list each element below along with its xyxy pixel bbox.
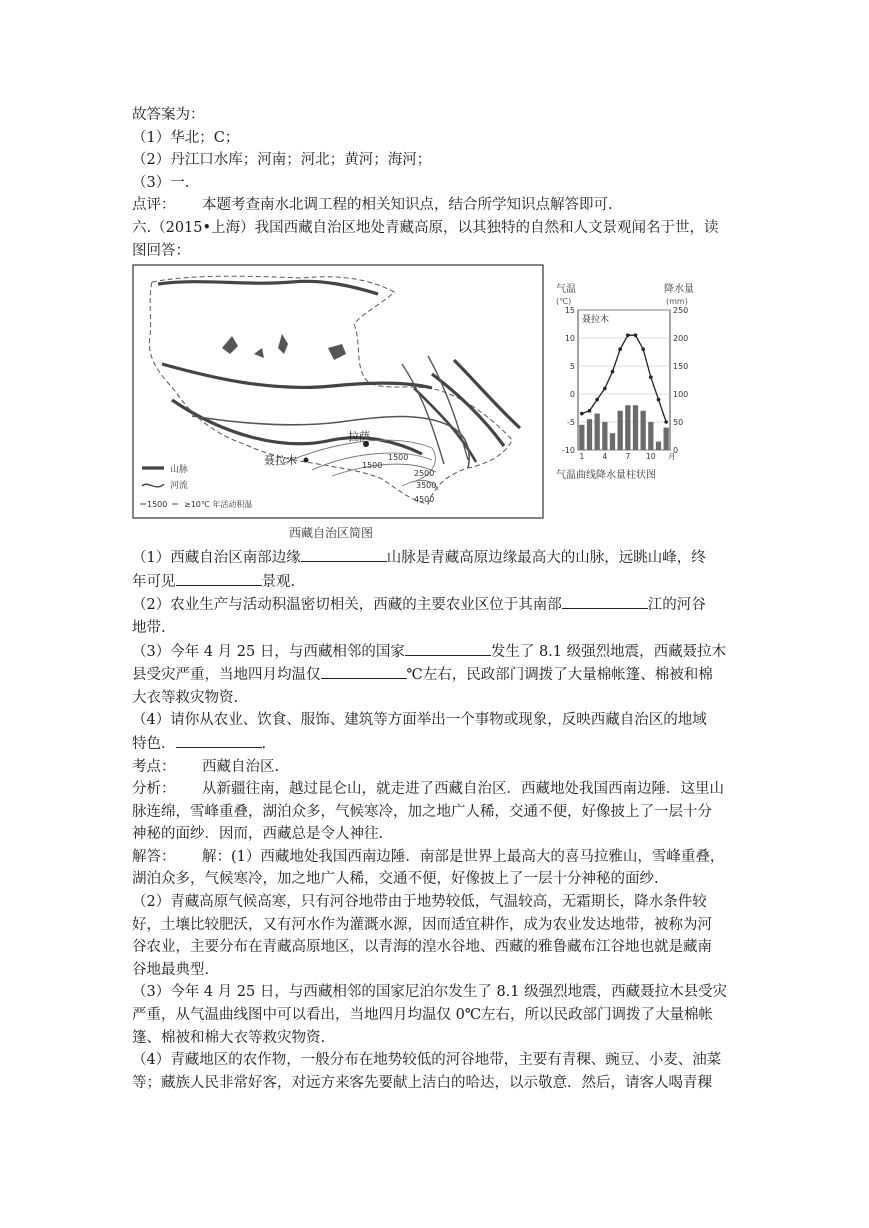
temperature-point: [603, 387, 607, 391]
precip-bar: [656, 442, 661, 450]
precip-bar: [602, 422, 607, 450]
q1-blank-2[interactable]: [176, 570, 262, 586]
jieda-label: 解答：: [132, 848, 176, 865]
precip-tick-label: 200: [673, 334, 689, 344]
q2-text-b: 江的河谷: [647, 597, 706, 614]
answer3-line-2: 严重，从气温曲线图中可以看出，当地四月均温仅 0℃左右，所以民政部门调拨了大量棉帐: [132, 1007, 714, 1024]
temperature-point: [580, 412, 584, 416]
precip-bar: [625, 405, 630, 450]
comment-text: 本题考查南水北调工程的相关知识点，结合所学知识点解答即可.: [202, 197, 613, 214]
precip-tick-label: 250: [673, 306, 689, 316]
month-tick-label: 1: [579, 452, 585, 462]
temperature-point: [626, 334, 630, 338]
answer2-line-1: （2）青藏高原气候高寒，只有河谷地带由于地势较低，气温较高，无霜期长，降水条件较: [132, 894, 707, 911]
month-unit-label: 月: [668, 452, 676, 462]
legend-isoline-label: ≥10℃ 年活动积温: [184, 500, 253, 510]
q4-text-c: .: [261, 735, 267, 752]
tibet-map: [132, 264, 544, 519]
precip-tick-label: 100: [673, 390, 689, 400]
q3-blank-2[interactable]: [321, 663, 407, 679]
temperature-point: [618, 348, 622, 352]
isoline-label-2500: 2500: [414, 469, 435, 479]
q4-text-b: 特色．: [132, 735, 176, 752]
temperature-line: [582, 335, 666, 422]
isoline-label-1500b: 1500: [362, 461, 383, 471]
q1-text-b: 山脉是青藏高原边缘最高大的山脉，远眺山峰，终: [386, 550, 706, 567]
temperature-point: [649, 376, 653, 380]
q2-line-1: [132, 593, 742, 617]
q1-text-c: 年可见: [132, 573, 176, 590]
fenxi-label: 分析：: [132, 781, 176, 798]
temperature-point: [634, 334, 638, 338]
precip-bar: [587, 419, 592, 450]
fenxi-line-1: 从新疆往南，越过昆仑山，就走进了西藏自治区．西藏地处我国西南边陲．这里山: [202, 781, 724, 798]
precip-tick-label: 50: [673, 418, 684, 428]
month-tick-label: 7: [625, 452, 631, 462]
temperature-point: [641, 348, 645, 352]
temperature-point: [664, 420, 668, 424]
comment-label: 点评：: [132, 197, 176, 214]
temp-tick-label: 15: [564, 306, 575, 316]
isoline-label-4500: 4500: [414, 495, 435, 505]
q1-line-1: [132, 546, 742, 570]
precip-axis-title: 降水量: [664, 284, 694, 296]
precip-bar: [610, 433, 615, 450]
precip-bar: [595, 414, 600, 450]
temp-tick-label: 5: [569, 362, 575, 372]
climate-chart: [554, 282, 704, 492]
q4-blank[interactable]: [176, 732, 262, 748]
precip-bar: [664, 428, 669, 450]
nyalam-marker: [304, 458, 309, 463]
chart-title: 气温曲线降水量柱状图: [556, 470, 656, 482]
q1-text-a: （1）西藏自治区南部边缘: [132, 550, 301, 567]
precip-bar: [633, 405, 638, 450]
comment-row: [132, 194, 742, 217]
q3-text-b: 发生了 8.1 级强烈地震，西藏聂拉木: [490, 643, 727, 660]
q1-text-d: 景观.: [261, 573, 296, 590]
document-page: [132, 104, 742, 1094]
answer-1: （1）华北；C；: [132, 129, 240, 146]
precip-bar: [648, 422, 653, 450]
q3-line-1: [132, 640, 742, 664]
answer3-line-3: 篷、棉被和棉大衣等救灾物资.: [132, 1029, 326, 1046]
temp-tick-label: -5: [567, 418, 575, 428]
fenxi-row: [132, 778, 742, 801]
precip-tick-label: 150: [673, 362, 689, 372]
q2-blank[interactable]: [562, 593, 648, 609]
jieda-line-1: 解：(1）西藏地处我国西南边陲．南部是世界上最高大的喜马拉雅山，雪峰重叠，: [202, 848, 725, 865]
q3-line-3: 大衣等救灾物资.: [132, 689, 239, 706]
answer2-line-3: 谷农业，主要分布在青藏高原地区，以青海的湟水谷地、西藏的雅鲁藏布江谷地也就是藏南: [132, 939, 712, 956]
q1-blank-1[interactable]: [301, 546, 387, 562]
lhasa-label: 拉萨: [348, 430, 370, 444]
legend-isoline-value: 1500: [147, 500, 168, 510]
answer4-line-1: （4）青藏地区的农作物，一般分布在地势较低的河谷地带，主要有青稞、豌豆、小麦、油菜: [132, 1052, 722, 1069]
station-label: 聂拉木: [582, 315, 610, 326]
jieda-line-2: 湖泊众多，气候寒冷，加之地广人稀，交通不便，好像披上了一层十分神秘的面纱.: [132, 871, 659, 888]
answer2-line-4: 谷地最典型.: [132, 961, 210, 978]
answer2-line-2: 好，土壤比较肥沃，又有河水作为灌溉水源，因而适宜耕作，成为农业发达地带，被称为河: [132, 916, 712, 933]
q3-text-a: （3）今年 4 月 25 日，与西藏相邻的国家: [132, 643, 405, 660]
legend-mountain-label: 山脉: [170, 465, 189, 476]
kaodian-label: 考点：: [132, 758, 176, 775]
answer-heading: 故答案为：: [132, 107, 205, 123]
q3-blank-1[interactable]: [405, 640, 491, 656]
precip-bar: [641, 411, 646, 450]
temp-tick-label: -10: [561, 446, 575, 456]
temp-axis-unit: (℃): [556, 297, 572, 307]
q2-line-2: 地带.: [132, 619, 166, 636]
q3-text-d: ℃左右，民政部门调拨了大量棉帐篷、棉被和棉: [406, 667, 713, 684]
answer4-line-2: 等；藏族人民非常好客，对远方来客先要献上洁白的哈达，以示敬意．然后，请客人喝青稞: [132, 1074, 712, 1091]
legend-river-label: 河流: [170, 481, 189, 492]
temperature-point: [595, 398, 599, 402]
answer-3: （3）一.: [132, 174, 190, 191]
precip-bar: [579, 425, 584, 450]
q3-text-c: 县受灾严重，当地四月均温仅: [132, 667, 321, 684]
jieda-row: [132, 846, 742, 869]
kaodian-text: 西藏自治区.: [202, 758, 280, 775]
map-caption: 西藏自治区简图: [289, 526, 374, 541]
temp-tick-label: 10: [564, 334, 575, 344]
figure-area: [132, 264, 742, 542]
temperature-point: [657, 398, 661, 402]
q3-line-2: [132, 663, 742, 687]
answer3-line-1: （3）今年 4 月 25 日，与西藏相邻的国家尼泊尔发生了 8.1 级强烈地震，西藏聂拉木县受灾: [132, 984, 728, 1001]
q1-line-2: [132, 570, 742, 594]
isoline-label-1500a: 1500: [388, 453, 409, 463]
temp-tick-label: 0: [569, 390, 575, 400]
precip-bar: [618, 411, 623, 450]
question-6-line-2: 图回答：: [132, 242, 190, 259]
month-tick-label: 10: [646, 452, 656, 462]
q4-line-2: [132, 732, 742, 756]
temperature-point: [611, 370, 615, 374]
fenxi-line-3: 神秘的面纱．因而，西藏总是令人神往.: [132, 826, 384, 843]
month-tick-label: 4: [602, 452, 608, 462]
answer-2: （2）丹江口水库；河南；河北；黄河；海河；: [132, 152, 432, 169]
temp-axis-title: 气温: [556, 284, 576, 296]
fenxi-line-2: 脉连绵，雪峰重叠，湖泊众多，气候寒冷，加之地广人稀，交通不便，好像披上了一层十分: [132, 803, 712, 820]
temperature-point: [588, 409, 592, 413]
nyalam-label: 聂拉木: [264, 454, 297, 468]
q4-line-1: （4）请你从农业、饮食、服饰、建筑等方面举出一个事物或现象，反映西藏自治区的地域: [132, 712, 707, 729]
q2-text-a: （2）农业生产与活动积温密切相关，西藏的主要农业区位于其南部: [132, 597, 562, 614]
kaodian-row: [132, 756, 742, 779]
question-6-line-1: 六.（2015•上海）我国西藏自治区地处青藏高原，以其独特的自然和人文景观闻名于世，读: [132, 219, 719, 236]
precip-axis-unit: (mm): [666, 297, 688, 307]
isoline-label-3500: 3500: [416, 481, 437, 491]
precip-tick-label: 0: [673, 446, 679, 456]
